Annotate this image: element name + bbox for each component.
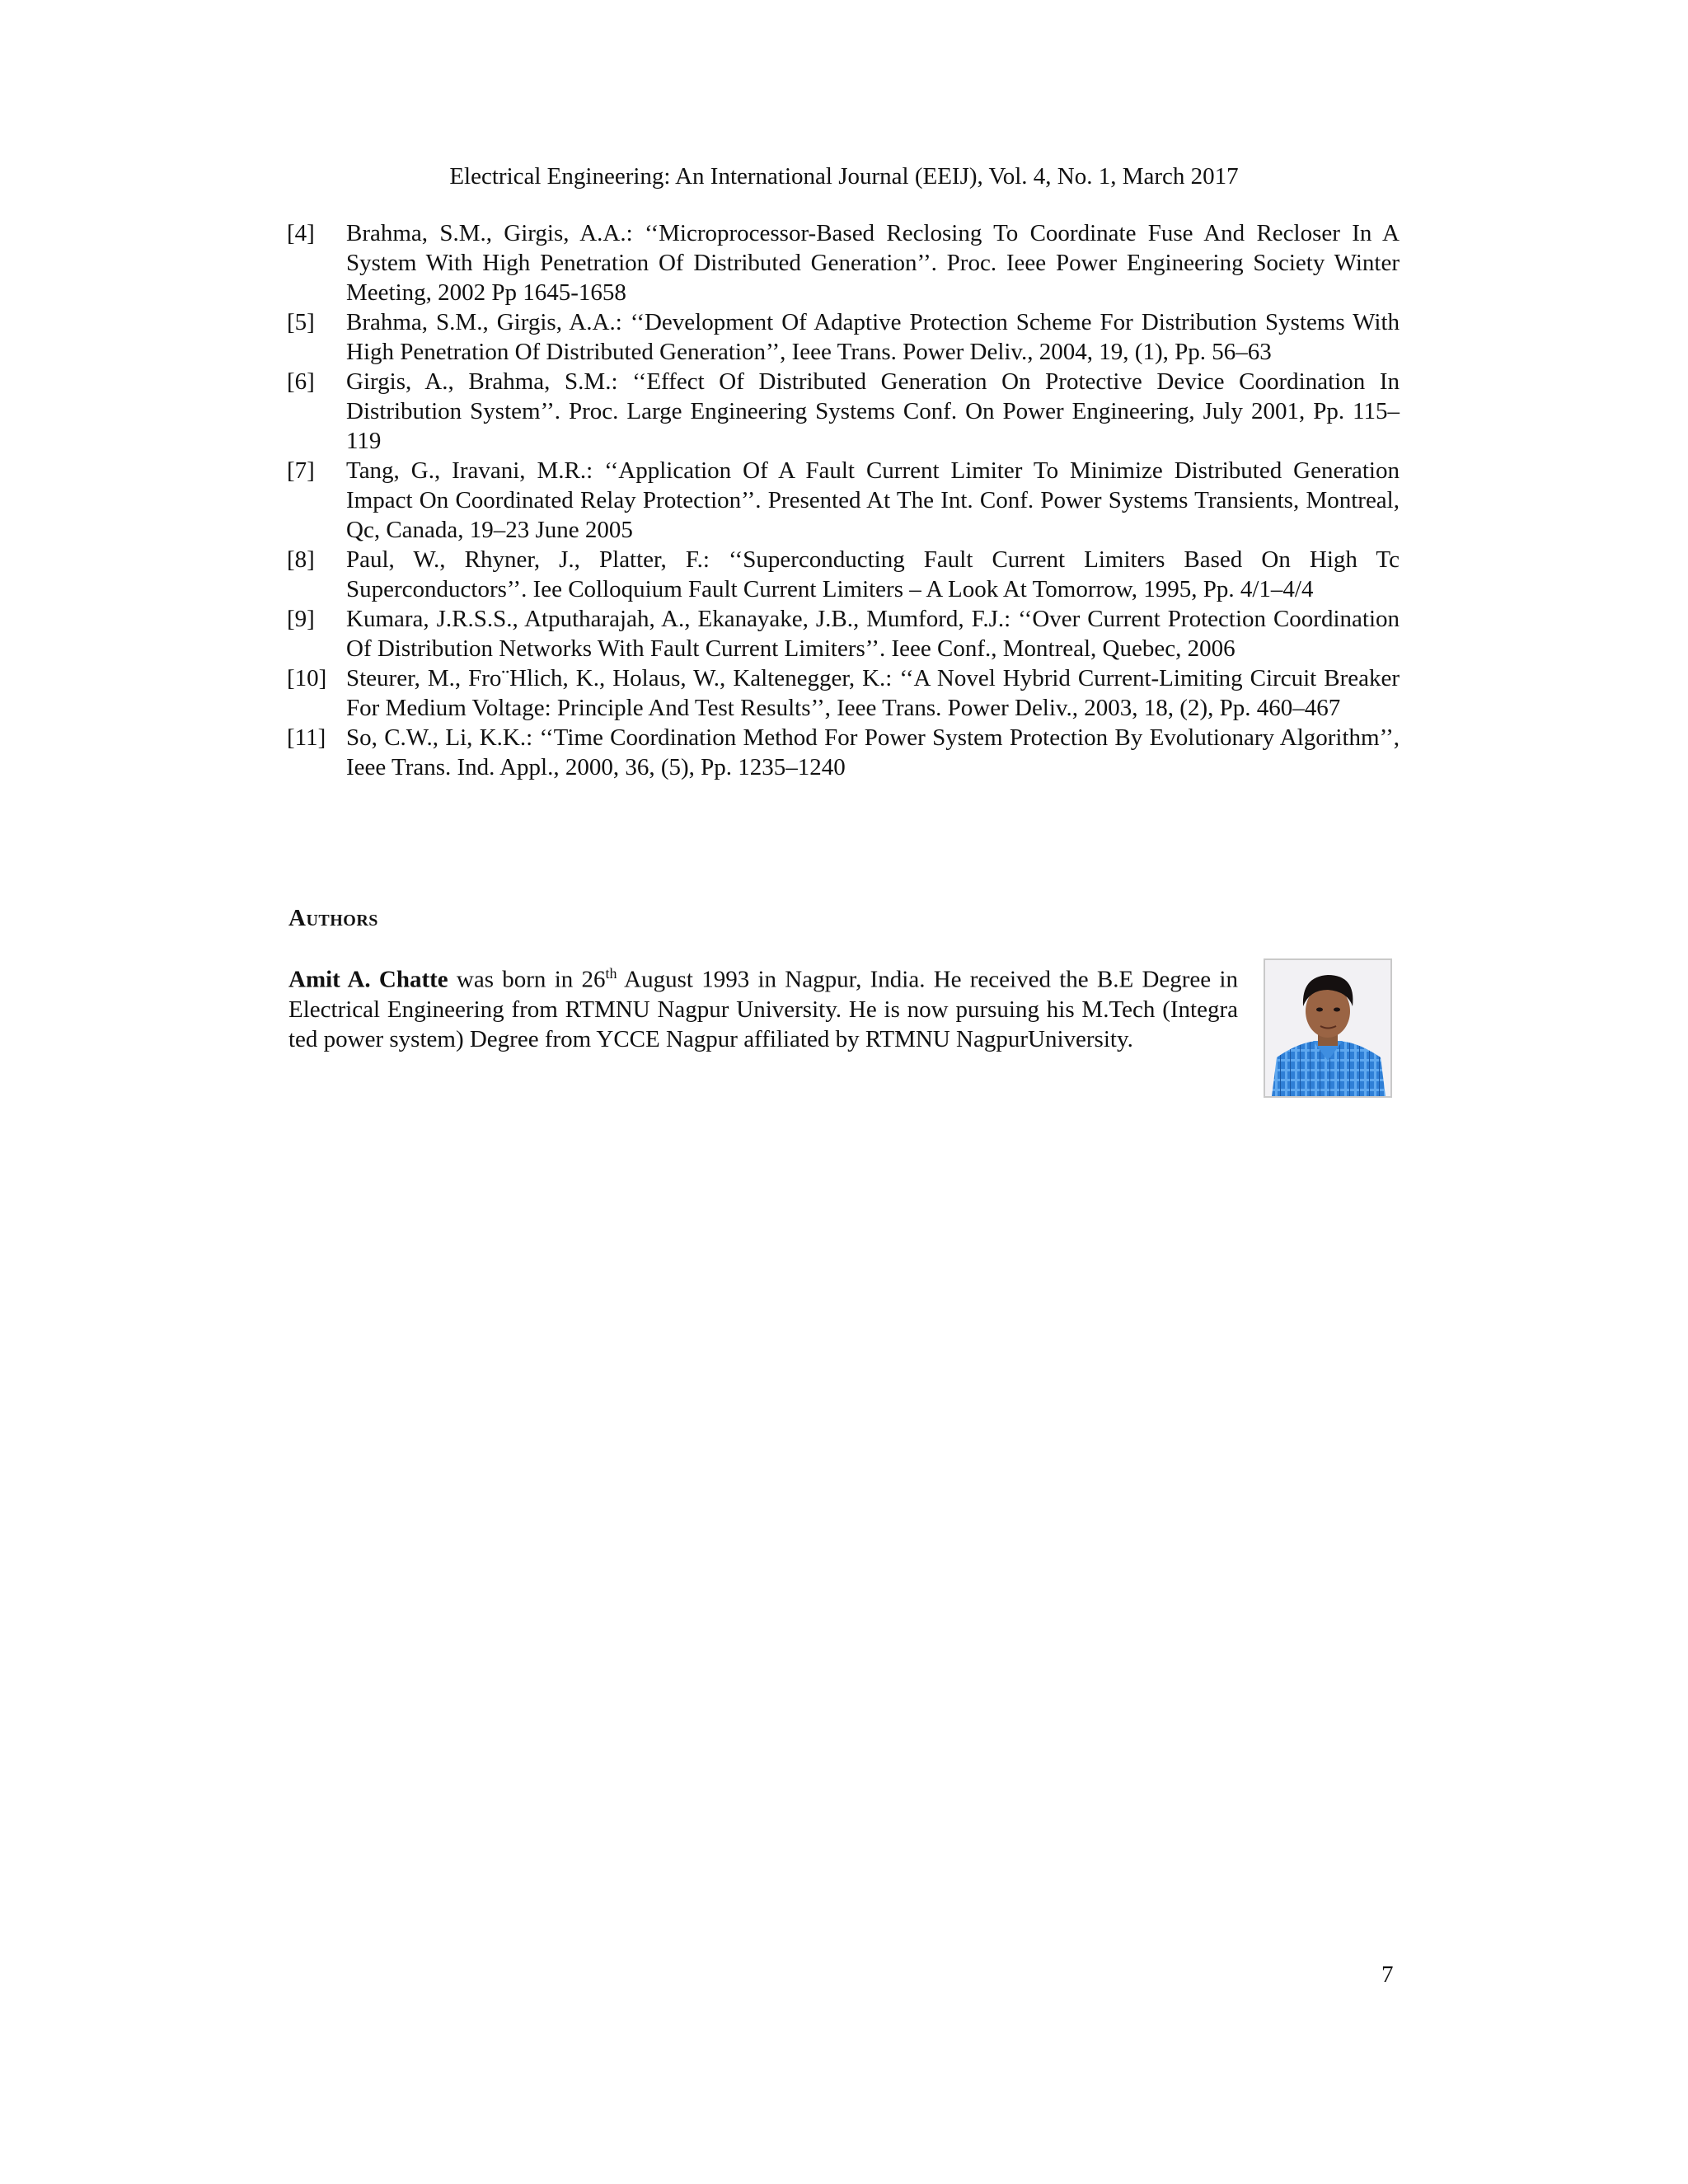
reference-text: Brahma, S.M., Girgis, A.A.: ‘‘Microprocessor-Based Reclosing To Coordinate Fuse And Recloser In A System With High Penetration Of Distributed Generation’’. Proc. Ieee Power Engineering Society Winter Meeting, 2002 Pp 1645-1658: [346, 220, 1400, 306]
page-number: 7: [1381, 1961, 1394, 1988]
author-bio-text-2: August 1993 in Nagpur, India. He received the B.E Degree in Electrical Engineering from RTMNU Nagpur University. He is now pursuing his M.Tech (Integra ted power system) Degree from YCCE Nagpur affiliated by RTMNU NagpurUniversity.: [288, 966, 1238, 1052]
reference-number: [4]: [287, 220, 315, 246]
reference-text: Kumara, J.R.S.S., Atputharajah, A., Ekanayake, J.B., Mumford, F.J.: ‘‘Over Current Protection Coordination Of Distribution Networks With Fault Current Limiters’’. Ieee Conf., Montreal, Quebec, 2006: [346, 606, 1400, 662]
reference-item: [287, 218, 1400, 307]
reference-text: Paul, W., Rhyner, J., Platter, F.: ‘‘Superconducting Fault Current Limiters Based On High Tc Superconductors’’. Iee Colloquium Fault Current Limiters – A Look At Tomorrow, 1995, Pp. 4/1–4/4: [346, 546, 1400, 602]
reference-text: So, C.W., Li, K.K.: ‘‘Time Coordination Method For Power System Protection By Evolutionary Algorithm’’, Ieee Trans. Ind. Appl., 2000, 36, (5), Pp. 1235–1240: [346, 724, 1400, 780]
reference-text: Brahma, S.M., Girgis, A.A.: ‘‘Development Of Adaptive Protection Scheme For Distribution Systems With High Penetration Of Distributed Generation’’, Ieee Trans. Power Deliv., 2004, 19, (1), Pp. 56–63: [346, 309, 1400, 365]
reference-text: Tang, G., Iravani, M.R.: ‘‘Application Of A Fault Current Limiter To Minimize Distributed Generation Impact On Coordinated Relay Protection’’. Presented At The Int. Conf. Power Systems Transients, Montreal, Qc, Canada, 19–23 June 2005: [346, 457, 1400, 543]
reference-number: [7]: [287, 457, 315, 484]
reference-item: [287, 307, 1400, 367]
author-bio: [288, 958, 1238, 1054]
reference-item: [287, 663, 1400, 723]
author-name: Amit A. Chatte: [288, 966, 448, 993]
ordinal-suffix: th: [605, 965, 617, 982]
reference-number: [8]: [287, 546, 315, 573]
reference-text: Girgis, A., Brahma, S.M.: ‘‘Effect Of Distributed Generation On Protective Device Coordination In Distribution System’’. Proc. Large Engineering Systems Conf. On Power Engineering, July 2001, Pp. 115–119: [346, 368, 1400, 454]
author-photo-illustration: [1265, 960, 1390, 1096]
reference-number: [9]: [287, 606, 315, 632]
reference-number: [6]: [287, 368, 315, 395]
reference-item: [287, 367, 1400, 456]
author-photo: [1264, 958, 1392, 1098]
reference-item: [287, 723, 1400, 782]
authors-heading: Authors: [288, 905, 378, 931]
reference-number: [11]: [287, 724, 326, 751]
running-header: Electrical Engineering: An International Journal (EEIJ), Vol. 4, No. 1, March 2017: [449, 163, 1239, 190]
reference-item: [287, 456, 1400, 545]
reference-item: [287, 604, 1400, 663]
references-list: [287, 218, 1400, 782]
reference-number: [10]: [287, 665, 327, 691]
reference-number: [5]: [287, 309, 315, 335]
reference-text: Steurer, M., Fro¨Hlich, K., Holaus, W., Kaltenegger, K.: ‘‘A Novel Hybrid Current-Limiting Circuit Breaker For Medium Voltage: Principle And Test Results’’, Ieee Trans. Power Deliv., 2003, 18, (2), Pp. 460–467: [346, 665, 1400, 721]
author-bio-text-1: was born in 26: [448, 966, 606, 993]
reference-item: [287, 545, 1400, 604]
